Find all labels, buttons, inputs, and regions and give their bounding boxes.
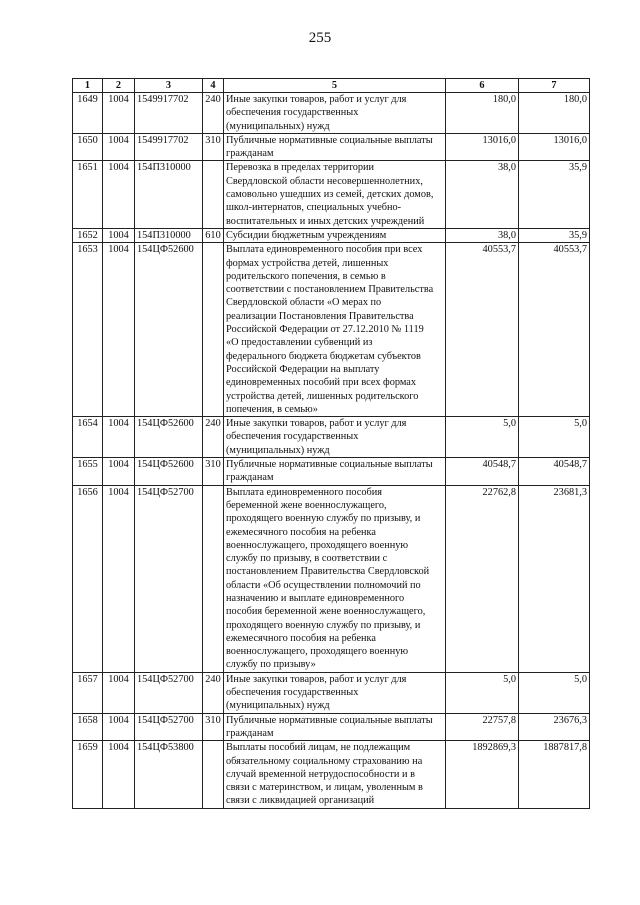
section-code-cell: 1004 bbox=[103, 713, 135, 741]
target-article-cell: 154ЦФ52600 bbox=[135, 417, 203, 458]
amount-col6-cell: 40553,7 bbox=[446, 243, 519, 417]
column-header: 3 bbox=[135, 79, 203, 93]
column-header: 5 bbox=[224, 79, 446, 93]
description-cell bbox=[224, 458, 446, 486]
description-line: проходящего военную службу по призыву, и bbox=[226, 619, 421, 631]
description-cell bbox=[224, 417, 446, 458]
amount-col7-cell: 35,9 bbox=[519, 228, 590, 242]
row-number-cell: 1653 bbox=[73, 243, 103, 417]
target-article-cell: 154ЦФ52700 bbox=[135, 672, 203, 713]
description-cell bbox=[224, 93, 446, 134]
description-line: Субсидии бюджетным учреждениям bbox=[226, 229, 387, 241]
table-row bbox=[73, 458, 590, 486]
amount-col7-cell: 180,0 bbox=[519, 93, 590, 134]
amount-col6-cell: 13016,0 bbox=[446, 133, 519, 161]
description-line: ежемесячного пособия на ребенка bbox=[226, 632, 376, 644]
description-line: федерального бюджета бюджетам субъектов bbox=[226, 350, 421, 362]
expense-kind-cell bbox=[203, 741, 224, 808]
description-line: Свердловской области несовершеннолетних, bbox=[226, 175, 423, 187]
description-line: Российской Федерации на выплату bbox=[226, 363, 380, 375]
budget-table bbox=[72, 78, 590, 809]
expense-kind-cell: 310 bbox=[203, 713, 224, 741]
amount-col7-cell: 23676,3 bbox=[519, 713, 590, 741]
description-cell bbox=[224, 228, 446, 242]
amount-col7-cell: 40553,7 bbox=[519, 243, 590, 417]
table-row bbox=[73, 417, 590, 458]
amount-col7-cell: 5,0 bbox=[519, 417, 590, 458]
section-code-cell: 1004 bbox=[103, 133, 135, 161]
description-line: службу по призыву, в соответствии с bbox=[226, 553, 388, 565]
description-line: (муниципальных) нужд bbox=[226, 444, 330, 456]
description-cell bbox=[224, 741, 446, 808]
description-line: обеспечения государственных bbox=[226, 431, 359, 443]
amount-col7-cell: 23681,3 bbox=[519, 485, 590, 672]
description-line: ежемесячного пособия на ребенка bbox=[226, 526, 376, 538]
row-number-cell: 1650 bbox=[73, 133, 103, 161]
section-code-cell: 1004 bbox=[103, 228, 135, 242]
description-cell bbox=[224, 133, 446, 161]
description-line: области «Об осуществлении полномочий по bbox=[226, 579, 421, 591]
row-number-cell: 1654 bbox=[73, 417, 103, 458]
column-header: 6 bbox=[446, 79, 519, 93]
description-line: Выплата единовременного пособия при всех bbox=[226, 244, 423, 256]
target-article-cell: 1549917702 bbox=[135, 93, 203, 134]
row-number-cell: 1658 bbox=[73, 713, 103, 741]
description-cell bbox=[224, 161, 446, 228]
description-line: устройства детей, лишенных родительского bbox=[226, 390, 419, 402]
description-line: Публичные нормативные социальные выплаты bbox=[226, 134, 433, 146]
expense-kind-cell bbox=[203, 161, 224, 228]
description-line: Иные закупки товаров, работ и услуг для bbox=[226, 673, 407, 685]
section-code-cell: 1004 bbox=[103, 243, 135, 417]
table-row bbox=[73, 161, 590, 228]
expense-kind-cell: 310 bbox=[203, 458, 224, 486]
description-line: Иные закупки товаров, работ и услуг для bbox=[226, 418, 407, 430]
expense-kind-cell bbox=[203, 485, 224, 672]
section-code-cell: 1004 bbox=[103, 161, 135, 228]
description-line: единовременных пособий при всех формах bbox=[226, 377, 417, 389]
description-line: самовольно ушедших из семей, детских домов, bbox=[226, 189, 434, 201]
description-line: беременной жене военнослужащего, bbox=[226, 499, 387, 511]
description-line: гражданам bbox=[226, 472, 274, 484]
section-code-cell: 1004 bbox=[103, 485, 135, 672]
expense-kind-cell: 240 bbox=[203, 417, 224, 458]
table-row bbox=[73, 713, 590, 741]
description-line: Публичные нормативные социальные выплаты bbox=[226, 714, 433, 726]
expense-kind-cell: 240 bbox=[203, 93, 224, 134]
target-article-cell: 154ЦФ53800 bbox=[135, 741, 203, 808]
table-row bbox=[73, 243, 590, 417]
target-article-cell: 154ЦФ52700 bbox=[135, 485, 203, 672]
description-line: Перевозка в пределах территории bbox=[226, 162, 375, 174]
description-line: Выплата единовременного пособия bbox=[226, 486, 382, 498]
description-line: обязательному социальному страхованию на bbox=[226, 755, 423, 767]
description-line: «О предоставлении субвенций из bbox=[226, 337, 373, 349]
target-article-cell: 154П310000 bbox=[135, 228, 203, 242]
section-code-cell: 1004 bbox=[103, 741, 135, 808]
description-line: Публичные нормативные социальные выплаты bbox=[226, 459, 433, 471]
column-header: 4 bbox=[203, 79, 224, 93]
expense-kind-cell: 240 bbox=[203, 672, 224, 713]
amount-col6-cell: 1892869,3 bbox=[446, 741, 519, 808]
amount-col6-cell: 22757,8 bbox=[446, 713, 519, 741]
section-code-cell: 1004 bbox=[103, 458, 135, 486]
amount-col7-cell: 35,9 bbox=[519, 161, 590, 228]
description-line: Выплаты пособий лицам, не подлежащим bbox=[226, 742, 411, 754]
column-header: 2 bbox=[103, 79, 135, 93]
amount-col6-cell: 180,0 bbox=[446, 93, 519, 134]
description-line: связи с ликвидацией организаций bbox=[226, 795, 375, 807]
row-number-cell: 1655 bbox=[73, 458, 103, 486]
description-line: (муниципальных) нужд bbox=[226, 120, 330, 132]
description-line: реализации Постановления Правительства bbox=[226, 310, 414, 322]
description-line: Свердловской области «О мерах по bbox=[226, 297, 382, 309]
description-line: Российской Федерации от 27.12.2010 № 1119 bbox=[226, 324, 424, 336]
column-header: 7 bbox=[519, 79, 590, 93]
amount-col7-cell: 5,0 bbox=[519, 672, 590, 713]
page-number: 255 bbox=[308, 30, 332, 46]
row-number-cell: 1659 bbox=[73, 741, 103, 808]
amount-col6-cell: 40548,7 bbox=[446, 458, 519, 486]
description-line: назначению и выплате единовременного bbox=[226, 592, 405, 604]
row-number-cell: 1657 bbox=[73, 672, 103, 713]
section-code-cell: 1004 bbox=[103, 93, 135, 134]
expense-kind-cell: 610 bbox=[203, 228, 224, 242]
description-line: (муниципальных) нужд bbox=[226, 700, 330, 712]
target-article-cell: 154ЦФ52600 bbox=[135, 243, 203, 417]
amount-col6-cell: 5,0 bbox=[446, 417, 519, 458]
table-row bbox=[73, 741, 590, 808]
row-number-cell: 1649 bbox=[73, 93, 103, 134]
amount-col6-cell: 22762,8 bbox=[446, 485, 519, 672]
description-line: службу по призыву» bbox=[226, 659, 316, 671]
description-line: воспитательных и иных детских учреждений bbox=[226, 215, 425, 227]
description-line: пособия беременной жене военнослужащего, bbox=[226, 606, 426, 618]
description-cell bbox=[224, 672, 446, 713]
description-line: обеспечения государственных bbox=[226, 687, 359, 699]
amount-col6-cell: 38,0 bbox=[446, 161, 519, 228]
description-line: связи с материнством, и лицам, уволенным в bbox=[226, 782, 423, 794]
description-line: соответствии с постановлением Правительства bbox=[226, 284, 434, 296]
table-row bbox=[73, 672, 590, 713]
row-number-cell: 1651 bbox=[73, 161, 103, 228]
description-line: школ-интернатов, специальных учебно- bbox=[226, 202, 402, 214]
amount-col6-cell: 5,0 bbox=[446, 672, 519, 713]
section-code-cell: 1004 bbox=[103, 672, 135, 713]
description-line: попечения, в семью» bbox=[226, 403, 318, 415]
description-cell bbox=[224, 713, 446, 741]
table-header-row bbox=[73, 79, 590, 93]
description-line: гражданам bbox=[226, 148, 274, 160]
description-line: Иные закупки товаров, работ и услуг для bbox=[226, 94, 407, 105]
amount-col7-cell: 1887817,8 bbox=[519, 741, 590, 808]
description-line: постановлением Правительства Свердловской bbox=[226, 566, 430, 578]
expense-kind-cell bbox=[203, 243, 224, 417]
target-article-cell: 1549917702 bbox=[135, 133, 203, 161]
table-row bbox=[73, 133, 590, 161]
column-header: 1 bbox=[73, 79, 103, 93]
description-line: обеспечения государственных bbox=[226, 107, 359, 119]
amount-col7-cell: 13016,0 bbox=[519, 133, 590, 161]
row-number-cell: 1656 bbox=[73, 485, 103, 672]
description-cell bbox=[224, 243, 446, 417]
description-line: родительского попечения, в семью в bbox=[226, 270, 386, 282]
description-line: формах устройства детей, лишенных bbox=[226, 257, 389, 269]
amount-col6-cell: 38,0 bbox=[446, 228, 519, 242]
row-number-cell: 1652 bbox=[73, 228, 103, 242]
target-article-cell: 154ЦФ52600 bbox=[135, 458, 203, 486]
description-cell bbox=[224, 485, 446, 672]
description-line: гражданам bbox=[226, 727, 274, 739]
section-code-cell: 1004 bbox=[103, 417, 135, 458]
description-line: проходящего военную службу по призыву, и bbox=[226, 513, 421, 525]
expense-kind-cell: 310 bbox=[203, 133, 224, 161]
table-body bbox=[73, 93, 590, 809]
table-row bbox=[73, 228, 590, 242]
description-line: случай временной нетрудоспособности и в bbox=[226, 768, 415, 780]
amount-col7-cell: 40548,7 bbox=[519, 458, 590, 486]
description-line: военнослужащего, проходящего военную bbox=[226, 539, 409, 551]
target-article-cell: 154П310000 bbox=[135, 161, 203, 228]
table-row bbox=[73, 485, 590, 672]
description-line: военнослужащего, проходящего военную bbox=[226, 646, 409, 658]
target-article-cell: 154ЦФ52700 bbox=[135, 713, 203, 741]
table-row bbox=[73, 93, 590, 134]
